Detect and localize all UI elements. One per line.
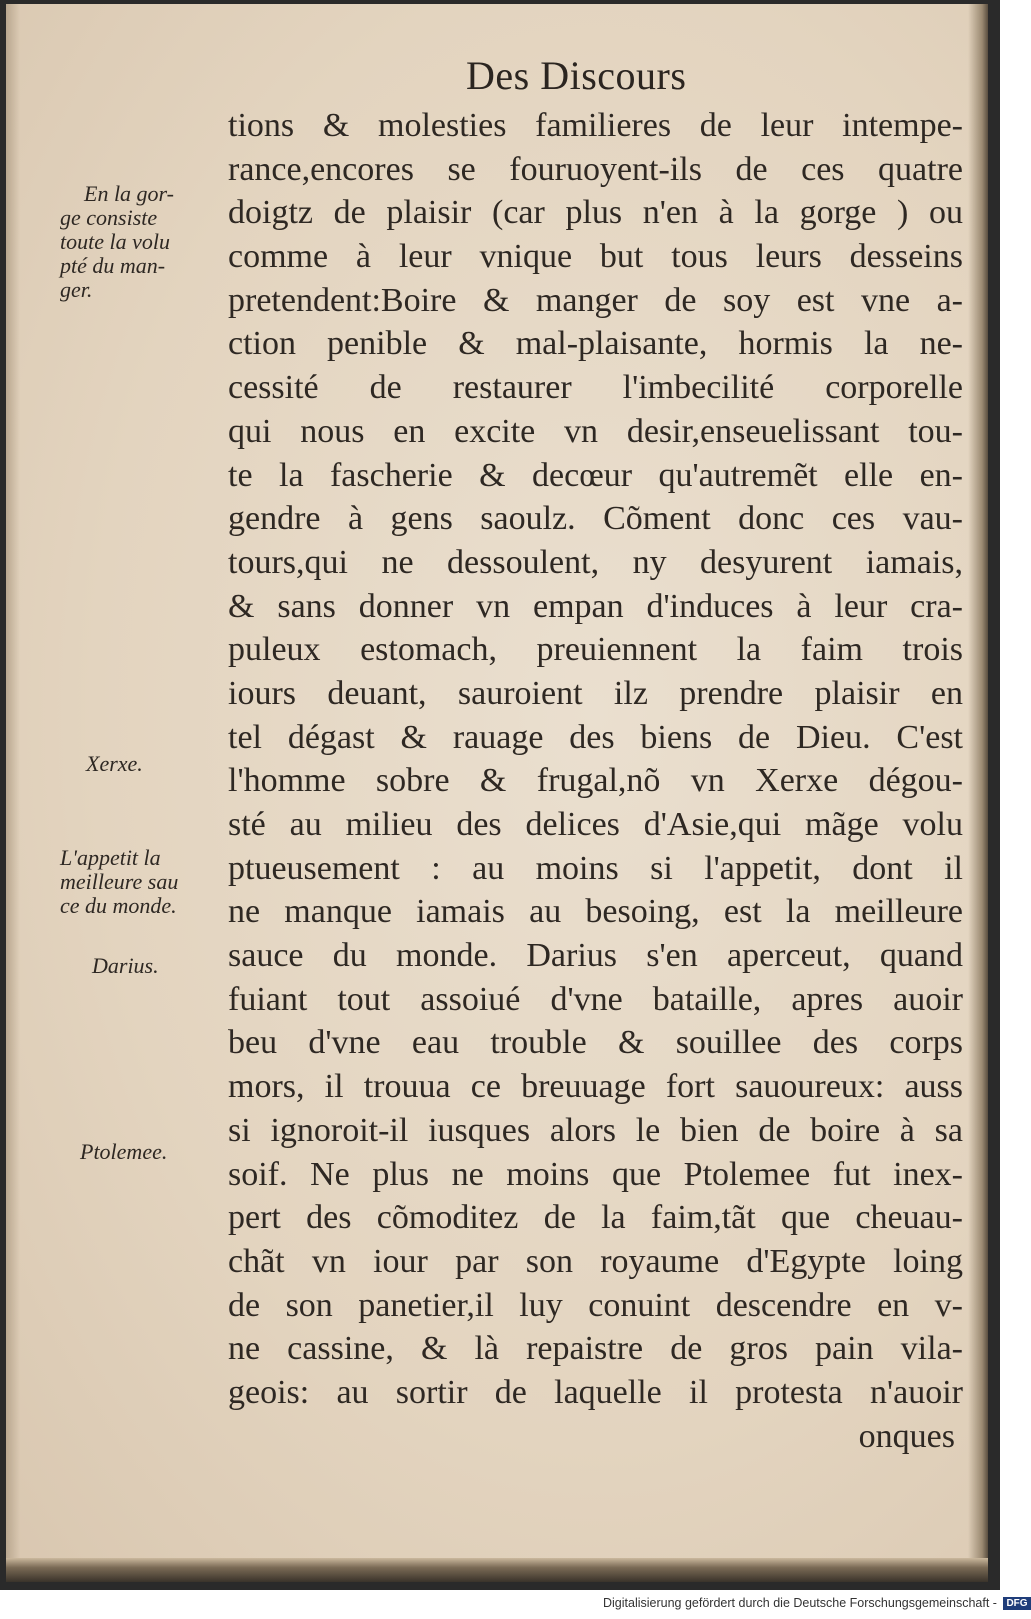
dfg-logo: DFG [1003,1597,1030,1610]
text-line: te la fascherie & decœur qu'autremẽt elle en- [228,456,963,494]
text-line: rance,encores se fouruoyent-ils de ces quatre [228,150,963,188]
credit-text: Digitalisierung gefördert durch die Deutsche Forschungsgemeinschaft - [603,1596,997,1610]
text-line: soif. Ne plus ne moins que Ptolemee fut inex- [228,1155,963,1193]
text-line: sauce du monde. Darius s'en aperceut, quand [228,937,963,975]
text-line: pretendent:Boire & manger de soy est vne a- [228,281,963,319]
body-text [228,104,963,1458]
margin-note-darius: Darius. [92,953,159,978]
margin-note-gorge: En la gor- ge consiste toute la volu pté du man- ger. [60,181,174,302]
text-line: beu d'vne eau trouble & souillee des corps [228,1024,963,1062]
text-line: geois: au sortir de laquelle il protesta n'auoir [228,1373,963,1411]
text-line: tions & molesties familieres de leur intempe- [228,107,963,144]
margin-note-xerxe: Xerxe. [86,751,143,776]
text-line: iours deuant, sauroient ilz prendre plaisir en [228,674,963,712]
margin-note-appetit: L'appetit la meilleure sau ce du monde. [60,845,179,918]
running-title: Des Discours [466,53,687,98]
text-line: cessité de restaurer l'imbecilité corporelle [228,369,963,407]
text-line: sté au milieu des delices d'Asie,qui mãge volu [228,806,963,843]
text-line: tours,qui ne dessoulent, ny desyurent iamais, [228,543,963,581]
text-line: & sans donner vn empan d'induces à leur cra- [228,587,963,625]
page-bottom-edge [6,1558,988,1582]
text-line: ne manque iamais au besoing, est la meilleure [228,893,963,931]
margin-note-ptolemee: Ptolemee. [80,1139,168,1164]
text-line: ne cassine, & là repaistre de gros pain vila- [228,1330,963,1368]
text-line: tel dégast & rauage des biens de Dieu. C'est [228,718,963,756]
digitization-credit [603,1596,1031,1610]
text-line: ptueusement : au moins si l'appetit, dont il [228,849,963,887]
text-line: si ignoroit-il iusques alors le bien de boire à sa [228,1111,963,1149]
text-line: fuiant tout assoiué d'vne bataille, apres auoir [228,980,963,1018]
text-line: pert des cõmoditez de la faim,tãt que cheuau- [228,1199,963,1237]
text-line: mors, il trouua ce breuuage fort sauoureux: auss [228,1068,963,1106]
page-gutter-shadow [6,4,20,1576]
text-line: gendre à gens saoulz. Cõment donc ces vau- [228,500,963,538]
text-line: chãt vn iour par son royaume d'Egypte loing [228,1242,963,1280]
text-line: l'homme sobre & frugal,nõ vn Xerxe dégou- [228,762,963,800]
text-line: ction penible & mal-plaisante, hormis la ne- [228,325,963,363]
text-line: de son panetier,il luy conuint descendre en v- [228,1286,963,1324]
text-line: doigtz de plaisir (car plus n'en à la gorge ) ou [228,194,963,232]
text-line: puleux estomach, preuiennent la faim trois [228,631,963,669]
page-edge-shadow [968,4,988,1576]
text-line: qui nous en excite vn desir,enseuelissant tou- [228,412,963,450]
text-line: comme à leur vnique but tous leurs desseins [228,238,963,276]
catchword: onques [858,1417,955,1455]
